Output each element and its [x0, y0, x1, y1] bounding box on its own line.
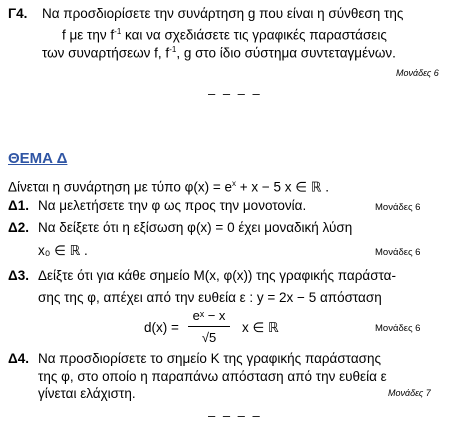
g4-line2: f με την $f^{-1}$ και να σχεδιάσετε τις γραφικές παραστάσεις: [62, 27, 387, 43]
d1-text: Να μελετήσετε την φ ως προς την μονοτονία.: [38, 198, 307, 213]
d4-text: Να προσδιορίσετε το σημείο K της γραφικής παράστασης: [38, 351, 381, 366]
d2-text: Να δείξετε ότι η εξίσωση φ(x) = 0 έχει μοναδική λύση: [38, 220, 353, 235]
formula-numerator: eˣ − x: [192, 308, 226, 323]
question-label-d2: Δ2.: [8, 220, 29, 235]
d2-text2: x₀ ∈ ℝ .: [38, 243, 88, 258]
separator: – – – –: [208, 86, 262, 101]
d3-marks: Μονάδες 6: [375, 323, 421, 334]
d4-marks: Μονάδες 7: [388, 388, 431, 398]
question-label-g4: Γ4.: [8, 6, 28, 21]
d3-text: Δείξτε ότι για κάθε σημείο M(x, φ(x)) της γραφικής παράστα-: [38, 268, 396, 283]
d4-text2: της φ, στο οποίο η παραπάνω απόσταση από την ευθεία ε: [38, 369, 387, 384]
d2-marks: Μονάδες 6: [375, 247, 421, 258]
question-label-d3: Δ3.: [8, 268, 29, 283]
theme-intro: Δίνεται η συνάρτηση με τύπο $\varphi(x) = e^x + x - 5$ x ∈ ℝ .: [8, 179, 329, 195]
question-label-d1: Δ1.: [8, 198, 29, 213]
question-label-d4: Δ4.: [8, 351, 29, 366]
g4-line1: Να προσδιορίσετε την συνάρτηση g που είναι η σύνθεση της: [42, 6, 404, 21]
d1-marks: Μονάδες 6: [375, 202, 421, 213]
fraction-bar: [188, 326, 230, 327]
separator-bottom: – – – –: [208, 408, 262, 423]
formula-denominator: √5: [201, 330, 217, 345]
g4-marks: Μονάδες 6: [396, 68, 439, 78]
d3-text2: σης της φ, απέχει από την ευθεία ε : y = 2x − 5 απόσταση: [38, 290, 382, 305]
formula-domain: x ∈ ℝ: [242, 320, 279, 335]
section-title: ΘΕΜΑ Δ: [8, 150, 68, 167]
d4-text3: γίνεται ελάχιστη.: [38, 386, 136, 401]
formula-lhs: d(x) =: [144, 320, 179, 335]
g4-line3: των συναρτήσεων f, $f^{-1}$, g στο ίδιο σύστημα συντεταγμένων.: [42, 45, 396, 61]
